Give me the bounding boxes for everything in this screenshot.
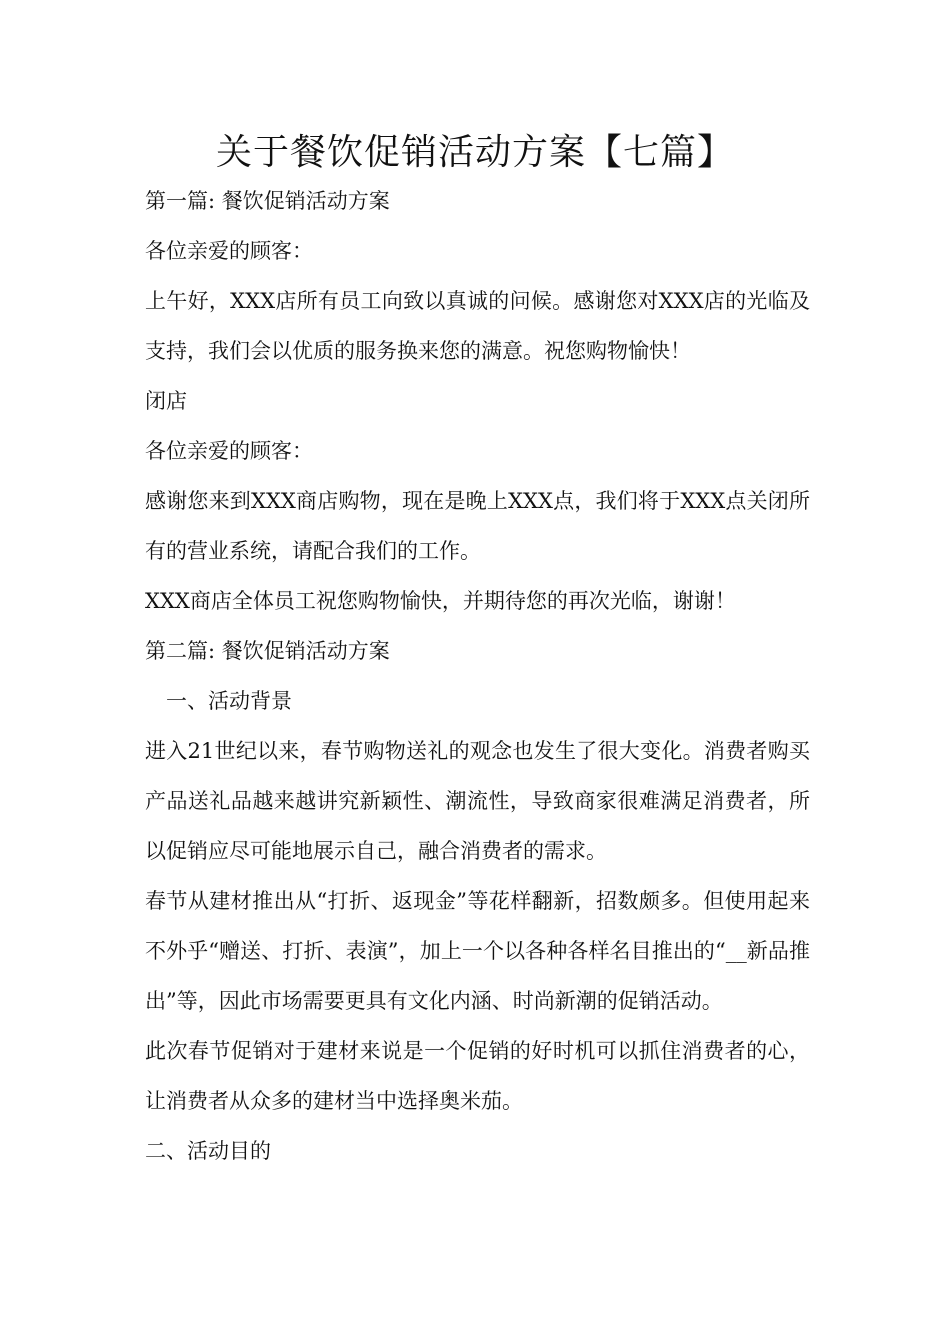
paragraph: 上午好，XXX店所有员工向致以真诚的问候。感谢您对XXX店的光临及支持，我们会以优质的服务换来您的满意。祝您购物愉快！ [145, 289, 810, 363]
subheading-purpose: 二、活动目的 [145, 1139, 271, 1163]
subheading-closing: 闭店 [145, 389, 187, 413]
greeting: 各位亲爱的顾客： [145, 439, 313, 463]
paragraph: 此次春节促销对于建材来说是一个促销的好时机可以抓住消费者的心，让消费者从众多的建材当中选择奥米茄。 [145, 1039, 810, 1113]
section-heading-part-1: 第一篇: 餐饮促销活动方案 [145, 189, 390, 213]
paragraph: 感谢您来到XXX商店购物，现在是晚上XXX点，我们将于XXX点关闭所有的营业系统，请配合我们的工作。 [145, 489, 810, 563]
section-heading-part-2: 第二篇: 餐饮促销活动方案 [145, 639, 390, 663]
greeting: 各位亲爱的顾客： [145, 239, 313, 263]
subheading-background: 一、活动背景 [166, 689, 292, 713]
document-body [145, 176, 810, 1176]
document-title: 关于餐饮促销活动方案【七篇】 [215, 132, 734, 173]
paragraph: XXX商店全体员工祝您购物愉快，并期待您的再次光临，谢谢！ [145, 589, 736, 613]
paragraph: 进入21世纪以来，春节购物送礼的观念也发生了很大变化。消费者购买产品送礼品越来越讲究新颖性、潮流性，导致商家很难满足消费者，所以促销应尽可能地展示自己，融合消费者的需求。 [145, 739, 810, 863]
paragraph: 春节从建材推出从“打折、返现金”等花样翻新，招数颇多。但使用起来不外乎“赠送、打折、表演”，加上一个以各种各样名目推出的“__新品推出”等，因此市场需要更具有文化内涵、时尚新潮的促销活动。 [145, 889, 810, 1013]
